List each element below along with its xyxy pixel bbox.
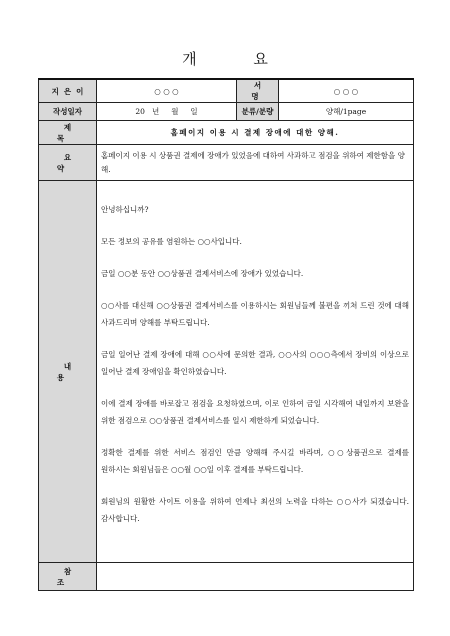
- content-paragraph: 정확한 결제를 위한 서비스 점검인 만큼 양해해 주시길 바라며, ○○상품권으로 결제를 원하시는 회원님들은 ○○월 ○○일 이후 결제를 부탁드립니다.: [101, 448, 409, 474]
- content-row: [39, 181, 414, 563]
- date-value: 20 년 월 일: [97, 103, 237, 121]
- summary-form-table: [38, 78, 414, 591]
- author-label: 지은이: [39, 79, 97, 103]
- summary-label: 요 약: [39, 145, 97, 181]
- subject-row: [39, 121, 414, 145]
- reference-value: [97, 563, 414, 591]
- content-paragraph: 모든 정보의 공유를 염원하는 ○○사입니다.: [101, 237, 242, 246]
- subject-value: 홈페이지 이용 시 결제 장애에 대한 양해.: [97, 121, 414, 145]
- document-title: 개 요: [182, 50, 294, 68]
- content-paragraph: 금일 일어난 결제 장애에 대해 ○○사에 문의한 결과, ○○사의 ○○○측에서 장비의 이상으로 일어난 결제 장애임을 확인하였습니다.: [101, 350, 409, 376]
- author-row: [39, 79, 414, 103]
- signature-value: ○ ○ ○: [279, 79, 414, 103]
- summary-row: [39, 145, 414, 181]
- content-body: [97, 181, 414, 563]
- subject-label: 제 목: [39, 121, 97, 145]
- content-paragraph: 금일 ○○분 동안 ○○상품권 결제서비스에 장애가 있었습니다.: [101, 269, 304, 278]
- date-label: 작성일자: [39, 103, 97, 121]
- signature-label: 서 명: [237, 79, 279, 103]
- category-value: 양해/1page: [279, 103, 414, 121]
- reference-label: 참 조: [39, 563, 97, 591]
- category-label: 분류/분량: [237, 103, 279, 121]
- date-row: [39, 103, 414, 121]
- content-paragraph: 안녕하십니까?: [101, 205, 149, 214]
- content-label: 내 용: [39, 181, 97, 563]
- summary-value: 홈페이지 이용 시 상품권 결제에 장애가 있었음에 대하여 사과하고 점검을 위하여 제한함을 양해.: [97, 145, 414, 181]
- content-paragraph: 이에 결제 장애를 바로잡고 점검을 요청하였으며, 이로 인하여 금일 시각해여 내일까지 보완을 위한 점검으로 ○○상품권 결제서비스를 일시 제한하게 되었습니다.: [101, 399, 409, 425]
- content-paragraph: ○○사를 대신해 ○○상품권 결제서비스를 이용하시는 회원님들께 불편을 끼쳐 드린 것에 대해 사과드리며 양해를 부탁드립니다.: [101, 301, 409, 327]
- content-paragraph: 회원님의 원활한 사이트 이용을 위하여 언제나 최선의 노력을 다하는 ○○사가 되겠습니다. 감사합니다.: [101, 497, 409, 523]
- reference-row: [39, 563, 414, 591]
- author-value: ○ ○ ○: [97, 79, 237, 103]
